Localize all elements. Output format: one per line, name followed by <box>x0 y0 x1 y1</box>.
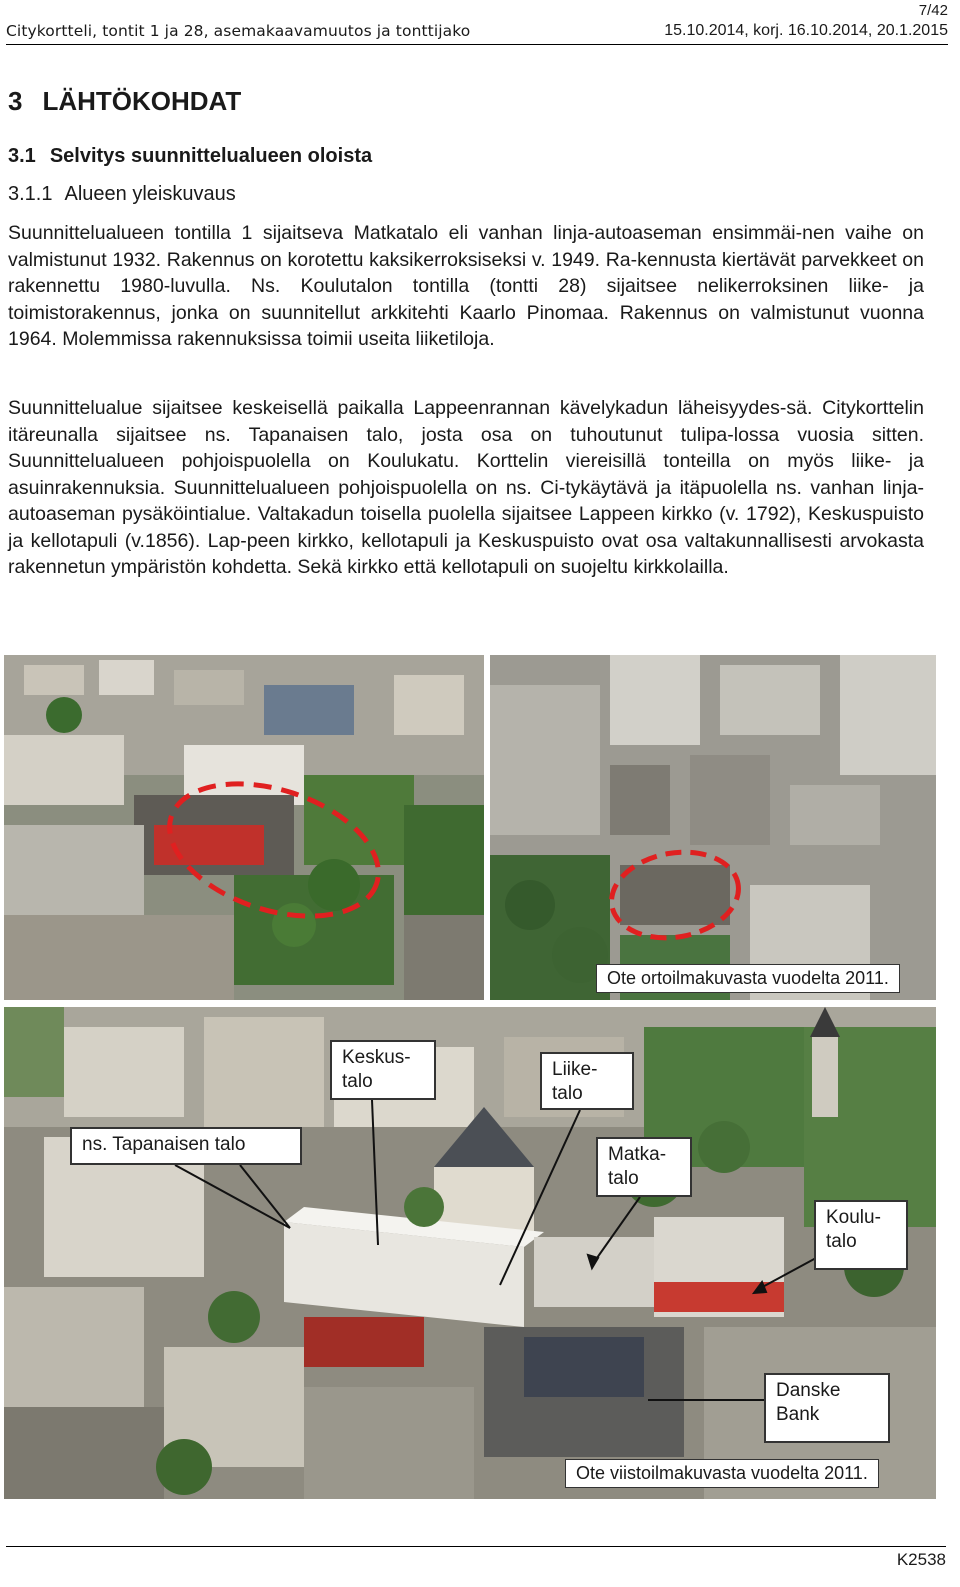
section-title: LÄHTÖKOHDAT <box>42 86 242 116</box>
page-header <box>6 22 948 45</box>
subsection-title: Selvitys suunnittelualueen oloista <box>49 145 373 167</box>
label-matkatalo: Matka-talo <box>596 1137 692 1197</box>
paragraph-2: Suunnittelualue sijaitsee keskeisellä paikalla Lappeenrannan kävelykadun läheisyydes-sä. Citykorttelin itäreunalla sijaitsee ns. Tapanaisen talo, josta osa on tuhoutunut tulipa-lossa vuosia sitten. Suunnittelualueen pohjoispuolella on Koulukatu. Korttelin viereisillä tonteilla on myös liike- ja asuinrakennuksia. Suunnittelualueen pohjoispuolella on ns. Ci-tykäytävä ja itäpuolella ns. vanhan linja-autoaseman pysäköintialue. Valtakadun toisella puolella sijaitsee Lappeen kirkko (v. 1792), Keskuspuisto ja kellotapuli (v.1856). Lap-peen kirkko, kellotapuli ja Keskuspuisto ovat osa valtakunnallisesti arvokasta rakennetun ympäristön kohdetta. Sekä kirkko että kellotapuli on suojeltu kirkkolailla. <box>8 397 924 578</box>
label-koulutalo: Koulu-talo <box>814 1200 908 1270</box>
header-title: Citykortteli, tontit 1 ja 28, asemakaavamuutos ja tonttijako <box>6 22 471 40</box>
subsection-number: 3.1 <box>8 145 36 167</box>
oblique-caption: Ote viistoilmakuvasta vuodelta 2011. <box>565 1459 879 1488</box>
label-tapanaisen-talo: ns. Tapanaisen talo <box>70 1127 302 1165</box>
label-liiketalo: Liike-talo <box>540 1052 634 1110</box>
aerial-photo-ortho <box>490 655 936 1000</box>
subsection-heading <box>8 145 372 168</box>
subsubsection-number: 3.1.1 <box>8 183 53 205</box>
page-number: 7/42 <box>918 2 948 19</box>
section-number: 3 <box>8 86 23 116</box>
header-dates: 15.10.2014, korj. 16.10.2014, 20.1.2015 <box>664 22 948 39</box>
aerial-photo-oblique-top <box>4 655 484 1000</box>
footer-divider <box>6 1546 946 1547</box>
document-code: K2538 <box>896 1550 946 1569</box>
label-danske-bank: Danske Bank <box>764 1373 890 1443</box>
paragraph-1: Suunnittelualueen tontilla 1 sijaitseva Matkatalo eli vanhan linja-autoaseman ensimmäi-nen vaihe on valmistunut 1932. Rakennus on korotettu kaksikerroksiseksi v. 1949. Ra-kennusta kiertävät parvekkeet on rakennettu 1980-luvulla. Ns. Koulutalon tontilla (tontti 28) sijaitsee nelikerroksinen liike- ja toimistorakennus, jonka on suunnitellut arkkitehti Kaarlo Pinomaa. Rakennus on valmistunut vuonna 1964. Molemmissa rakennuksissa toimii useita liiketiloja. <box>8 222 924 350</box>
section-heading <box>8 86 241 117</box>
ortho-caption: Ote ortoilmakuvasta vuodelta 2011. <box>596 964 900 993</box>
subsubsection-heading <box>8 183 236 206</box>
subsubsection-title: Alueen yleiskuvaus <box>64 183 236 205</box>
label-keskustalo: Keskus-talo <box>330 1040 436 1100</box>
